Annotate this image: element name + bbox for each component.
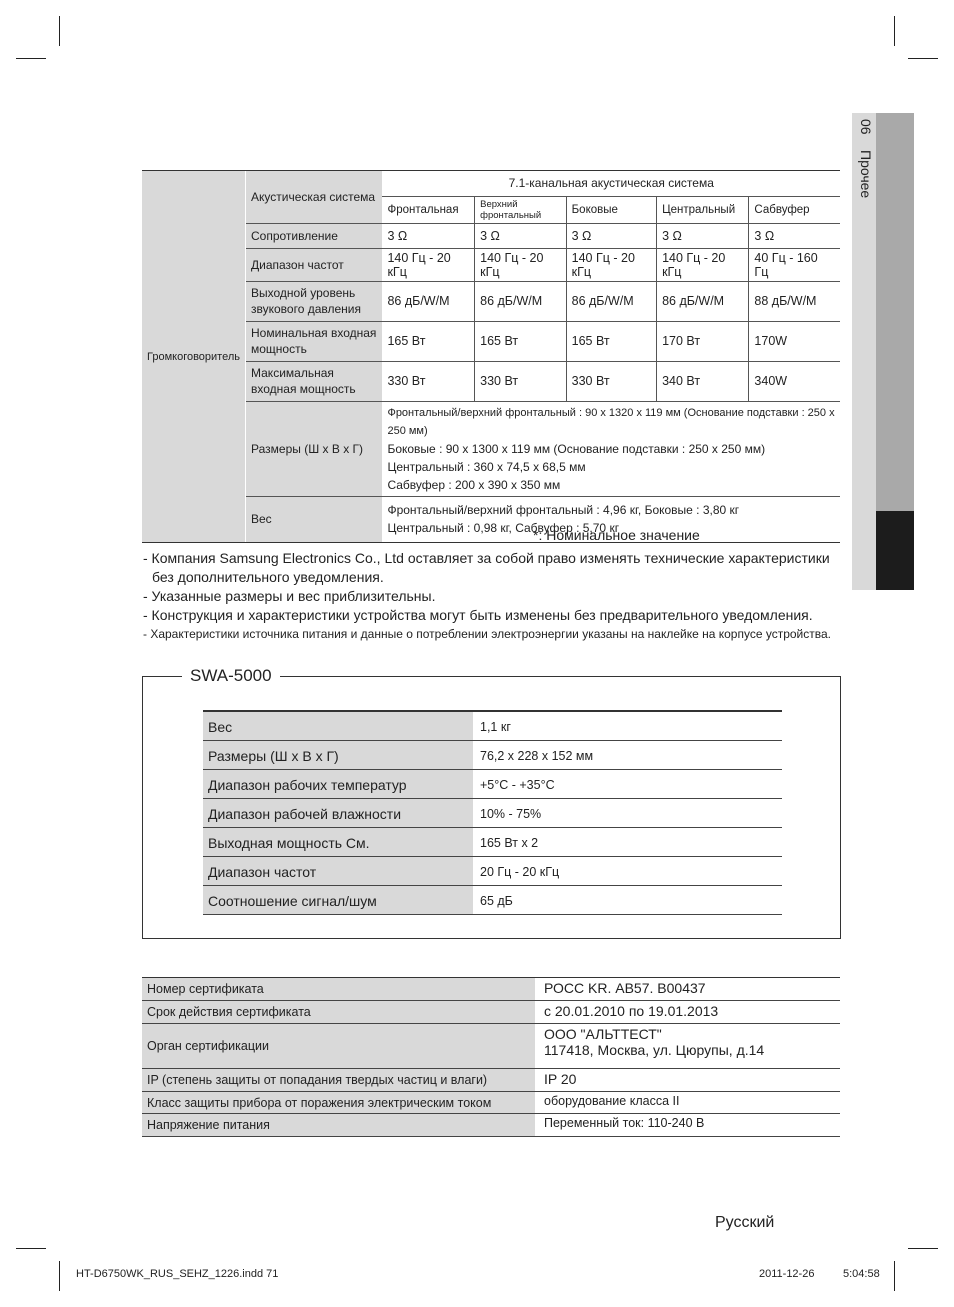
cell-line: 117418, Москва, ул. Цюрупы, д.14 <box>544 1042 765 1058</box>
side-tab-marker <box>876 511 914 590</box>
side-tab-text <box>854 119 874 199</box>
dimensions-line: Фронтальный/верхний фронтальный : 90 x 1320 x 119 мм (Основание подставки : 250 x 250 мм) <box>387 406 835 437</box>
row-label: Вес <box>203 712 474 740</box>
table-row <box>203 828 782 857</box>
cell: IP 20 <box>544 1071 577 1087</box>
table-row <box>142 1024 840 1069</box>
cell: 88 дБ/W/M <box>749 281 840 321</box>
column-header: Центральный <box>657 196 749 223</box>
table-row <box>142 321 840 361</box>
column-header: Фронтальная <box>382 196 474 223</box>
cell: 20 Гц - 20 кГц <box>480 865 560 879</box>
column-header: Верхний фронтальный <box>475 196 567 223</box>
cell: 40 Гц - 160 Гц <box>749 248 840 281</box>
row-label: Диапазон частот <box>246 248 383 281</box>
row-label: Напряжение питания <box>142 1114 536 1136</box>
cell: +5°C - +35°C <box>480 778 555 792</box>
cell: 330 Вт <box>475 361 567 401</box>
crop-mark <box>894 16 895 46</box>
star-note: *: Номинальное значение <box>533 527 700 543</box>
cell: 3 Ω <box>657 223 749 248</box>
cell: 165 Вт <box>566 321 656 361</box>
cell <box>536 1024 840 1068</box>
row-label: Диапазон рабочих температур <box>203 770 474 798</box>
cell: 140 Гц - 20 кГц <box>657 248 749 281</box>
table-row <box>142 1001 840 1024</box>
cell: 86 дБ/W/M <box>382 281 474 321</box>
cell: 170 Вт <box>657 321 749 361</box>
dimensions-line: Боковые : 90 x 1300 x 119 мм (Основание подставки : 250 x 250 мм) <box>387 441 766 456</box>
table-row <box>203 886 782 915</box>
crop-mark <box>59 1261 60 1291</box>
swa-spec-table <box>203 710 782 915</box>
swa-title: SWA-5000 <box>182 666 280 686</box>
cell: 340W <box>749 361 840 401</box>
chapter-number: 06 <box>858 119 874 135</box>
cell: 3 Ω <box>749 223 840 248</box>
weight-line: Фронтальный/верхний фронтальный : 4,96 кг, Боковые : 3,80 кг <box>387 503 740 518</box>
crop-mark <box>16 58 46 59</box>
row-label: Орган сертификации <box>142 1024 536 1068</box>
cell: 86 дБ/W/M <box>475 281 567 321</box>
cell: 86 дБ/W/M <box>657 281 749 321</box>
row-label: Номинальная входная мощность <box>246 321 383 361</box>
row-label: Соотношение сигнал/шум <box>203 886 474 914</box>
row-label: IP (степень защиты от попадания твердых частиц и влаги) <box>142 1069 536 1091</box>
chapter-side-tab <box>852 113 914 590</box>
table-row <box>142 496 840 542</box>
notes-list <box>143 549 843 644</box>
column-header: Сабвуфер <box>749 196 840 223</box>
row-label: Выходная мощность См. <box>203 828 474 856</box>
dimensions-cell <box>382 401 840 496</box>
table-row <box>142 361 840 401</box>
cell: Переменный ток: 110-240 В <box>544 1116 705 1130</box>
cell: 76,2 x 228 x 152 мм <box>480 749 594 763</box>
table-row <box>142 1092 840 1114</box>
weight-line: Центральный : 0,98 кг, Сабвуфер : 5,70 кг <box>387 521 620 536</box>
note-item: - Характеристики источника питания и данные о потреблении электроэнергии указаны на наклейке на корпусе устройства. <box>143 627 831 641</box>
cell: 86 дБ/W/M <box>566 281 656 321</box>
side-tab-bar <box>876 113 914 511</box>
row-label: Срок действия сертификата <box>142 1001 536 1023</box>
crop-mark <box>908 58 938 59</box>
cell: 140 Гц - 20 кГц <box>566 248 656 281</box>
row-label: Вес <box>246 496 383 542</box>
page-language: Русский <box>715 1214 775 1231</box>
note-item: - Указанные размеры и вес приблизительны. <box>143 588 436 604</box>
cell: 3 Ω <box>382 223 474 248</box>
cell: с 20.01.2010 по 19.01.2013 <box>544 1003 719 1019</box>
table-row <box>203 770 782 799</box>
table-row <box>203 712 782 741</box>
table-row <box>142 248 840 281</box>
cell: 165 Вт <box>475 321 567 361</box>
speaker-spec-table <box>142 170 840 543</box>
table-row <box>203 741 782 770</box>
chapter-title: Прочее <box>858 150 874 199</box>
cell: 3 Ω <box>475 223 567 248</box>
cell: 140 Гц - 20 кГц <box>382 248 474 281</box>
column-header: Боковые <box>566 196 656 223</box>
cell: 65 дБ <box>480 894 513 908</box>
note-item: - Компания Samsung Electronics Co., Ltd оставляет за собой право изменять технические характеристики без дополнительного уведомления. <box>143 550 830 585</box>
table-row <box>142 281 840 321</box>
cell: 165 Вт x 2 <box>480 836 539 850</box>
crop-mark <box>16 1248 46 1249</box>
cell: 330 Вт <box>566 361 656 401</box>
system-title: 7.1-канальная акустическая система <box>382 171 840 196</box>
table-row <box>203 857 782 886</box>
cell: 165 Вт <box>382 321 474 361</box>
table-row <box>142 1069 840 1092</box>
cell: оборудование класса II <box>544 1094 680 1108</box>
table-row <box>142 401 840 496</box>
row-label: Выходной уровень звукового давления <box>246 281 383 321</box>
certification-table <box>142 977 840 1137</box>
footer-file: HT-D6750WK_RUS_SEHZ_1226.indd 71 <box>76 1268 279 1280</box>
cell: 140 Гц - 20 кГц <box>475 248 567 281</box>
row-label: Размеры (Ш x В x Г) <box>246 401 383 496</box>
footer-date: 2011-12-26 <box>759 1268 815 1280</box>
system-label: Акустическая система <box>246 171 383 223</box>
table-row <box>142 1114 840 1137</box>
row-label: Максимальная входная мощность <box>246 361 383 401</box>
crop-mark <box>59 16 60 46</box>
cell: 330 Вт <box>382 361 474 401</box>
crop-mark <box>894 1261 895 1291</box>
row-label: Номер сертификата <box>142 978 536 1000</box>
dimensions-line: Центральный : 360 x 74,5 x 68,5 мм <box>387 459 586 474</box>
row-label: Диапазон рабочей влажности <box>203 799 474 827</box>
cell: 3 Ω <box>566 223 656 248</box>
row-label: Размеры (Ш x В x Г) <box>203 741 474 769</box>
cell: 340 Вт <box>657 361 749 401</box>
speaker-group-label: Громкоговоритель <box>142 171 246 542</box>
table-row <box>142 978 840 1001</box>
cell: 170W <box>749 321 840 361</box>
table-row <box>203 799 782 828</box>
cell: 1,1 кг <box>480 720 511 734</box>
crop-mark <box>908 1248 938 1249</box>
row-label: Диапазон частот <box>203 857 474 885</box>
cell: 10% - 75% <box>480 807 542 821</box>
row-label: Класс защиты прибора от поражения электрическим током <box>142 1092 536 1113</box>
row-label: Сопротивление <box>246 223 383 248</box>
dimensions-line: Сабвуфер : 200 x 390 x 350 мм <box>387 477 561 492</box>
cell: РОСС KR. АВ57. В00437 <box>544 980 706 996</box>
note-item: - Конструкция и характеристики устройства могут быть изменены без предварительного уведомления. <box>143 607 813 623</box>
table-row <box>142 223 840 248</box>
cell-line: ООО "АЛЬТТЕСТ" <box>544 1026 662 1042</box>
footer-time: 5:04:58 <box>843 1268 880 1280</box>
